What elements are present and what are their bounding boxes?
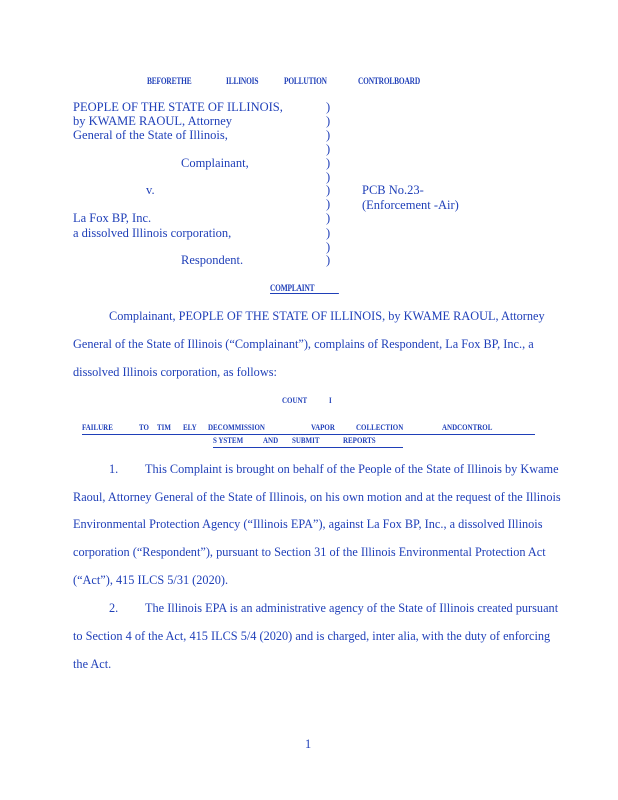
paren: ) [326, 253, 331, 267]
caption-versus: v. [146, 183, 155, 197]
count-title-word: ELY [183, 422, 197, 432]
paragraph-1-line-5: (“Act”), 415 ILCS 5/31 (2020). [73, 573, 229, 587]
intro-line-3: dissolved Illinois corporation, as follows: [73, 365, 277, 379]
count-title-word: S YSTEM [213, 435, 244, 445]
caption-party-line-2: by KWAME RAOUL, Attorney [73, 114, 233, 128]
caption-respondent-desc: a dissolved Illinois corporation, [73, 226, 232, 240]
paren: ) [326, 240, 331, 254]
paren: ) [326, 170, 331, 184]
intro-line-2: General of the State of Illinois (“Complainant”), complains of Respondent, La Fox BP, Inc., a [73, 337, 534, 351]
paren: ) [326, 128, 331, 142]
paragraph-1-number: 1. [109, 462, 119, 476]
count-label: COUNT [282, 395, 308, 405]
intro-line-1: Complainant, PEOPLE OF THE STATE OF ILLINOIS, by KWAME RAOUL, Attorney [109, 309, 545, 323]
count-title-word: ANDCONTROL [442, 422, 493, 432]
header-control-board: CONTROLBOARD [358, 76, 420, 86]
paragraph-1-line-3: Environmental Protection Agency (“Illinois EPA”), against La Fox BP, Inc., a dissolved Illinois [73, 517, 543, 531]
case-number: PCB No.23- [362, 183, 424, 197]
header-pollution: POLLUTION [284, 76, 327, 86]
caption-complainant: Complainant, [181, 156, 249, 170]
header-before-the: BEFORETHE [147, 76, 192, 86]
caption-respondent: Respondent. [181, 253, 244, 267]
complaint-title: COMPLAINT [270, 283, 339, 294]
count-title-word: FAILURE [82, 422, 113, 432]
count-title-word: TO [139, 422, 149, 432]
caption-party-line-1: PEOPLE OF THE STATE OF ILLINOIS, [73, 100, 283, 114]
count-title-word: AND [263, 435, 279, 445]
page-number: 1 [305, 737, 312, 751]
case-type: (Enforcement -Air) [362, 198, 459, 212]
paragraph-2-line-1: The Illinois EPA is an administrative agency of the State of Illinois created pursuant [145, 601, 559, 615]
paren: ) [326, 226, 331, 240]
paren: ) [326, 197, 331, 211]
count-title-word: DECOMMISSION [208, 422, 265, 432]
paren: ) [326, 183, 331, 197]
caption-party-line-3: General of the State of Illinois, [73, 128, 228, 142]
count-title-word: COLLECTION [356, 422, 404, 432]
count-title-word: TIM [157, 422, 171, 432]
paragraph-2-number: 2. [109, 601, 119, 615]
paren: ) [326, 100, 331, 114]
paren: ) [326, 211, 331, 225]
paren: ) [326, 142, 331, 156]
paragraph-1-line-2: Raoul, Attorney General of the State of Illinois, on his own motion and at the request of the Illinois [73, 490, 561, 504]
paragraph-1-line-4: corporation (“Respondent”), pursuant to Section 31 of the Illinois Environmental Protection Act [73, 545, 546, 559]
count-number: I [329, 395, 332, 405]
count-title-word: VAPOR [311, 422, 335, 432]
paren: ) [326, 156, 331, 170]
paragraph-2-line-2: to Section 4 of the Act, 415 ILCS 5/4 (2020) and is charged, inter alia, with the duty of enforcing [73, 629, 551, 643]
paragraph-1-line-1: This Complaint is brought on behalf of the People of the State of Illinois by Kwame [145, 462, 559, 476]
paragraph-2-line-3: the Act. [73, 657, 112, 671]
count-title-word: SUBMIT [292, 435, 320, 445]
header-illinois: ILLINOIS [226, 76, 259, 86]
caption-respondent-name: La Fox BP, Inc. [73, 211, 152, 225]
paren: ) [326, 114, 331, 128]
count-title-word: REPORTS [343, 435, 376, 445]
